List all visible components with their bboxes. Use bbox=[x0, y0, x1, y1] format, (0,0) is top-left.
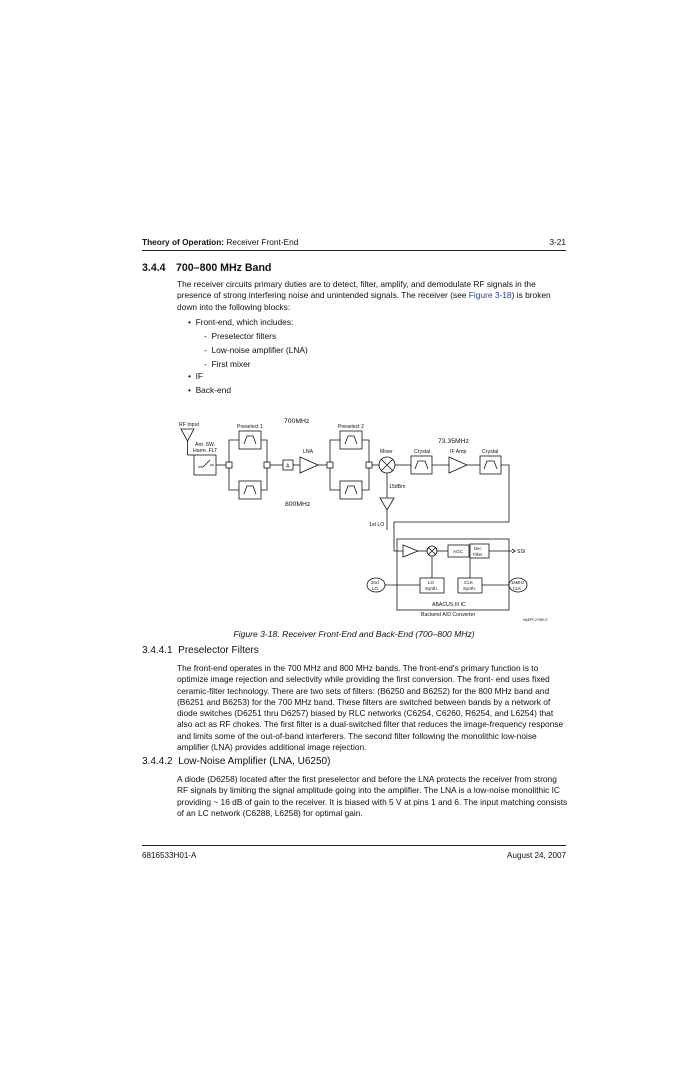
section-number: 3.4.4 bbox=[142, 262, 166, 274]
label-lo-synth-1: LO bbox=[428, 580, 435, 585]
label-first-lo: 1st LO bbox=[369, 522, 385, 528]
footer-rule bbox=[142, 845, 566, 846]
label-if-freq: 73.35MHz bbox=[438, 438, 469, 445]
bullet-backend-text: Back-end bbox=[195, 385, 231, 395]
preselect1-700-filter bbox=[239, 431, 261, 449]
bullet-frontend: • Front-end, which includes: bbox=[188, 317, 294, 327]
bullet-if: • IF bbox=[188, 371, 204, 381]
document-date: August 24, 2007 bbox=[507, 851, 566, 860]
lna-paragraph: A diode (D6258) located after the first preselector and before the LNA protects the receiver from strong RF signals by limiting the signal amplitude going into the amplifier. The LNA is a low-noise monolithic IC providing ~ 16 dB of gain to the receiver. It is biased with 5 V at pins 1 and 6. The input matching consists of an LC network (C6288, L6258) for optimal gain. bbox=[177, 774, 568, 818]
bullet-frontend-text: Front-end, which includes: bbox=[195, 317, 294, 327]
subsection-title: Low-Noise Amplifier (LNA, U6250) bbox=[178, 756, 331, 767]
label-if-amp: IF Amp bbox=[450, 449, 467, 455]
label-2nd-lo: LO bbox=[372, 586, 379, 591]
subsection-heading-lna bbox=[142, 756, 330, 767]
combiner-node bbox=[264, 462, 270, 468]
if-amplifier bbox=[449, 457, 467, 473]
preselect1-800-filter bbox=[239, 481, 261, 499]
label-700mhz: 700MHz bbox=[284, 418, 310, 425]
label-800mhz: 800MHz bbox=[285, 501, 311, 508]
label-lo-level: 15dBm bbox=[389, 484, 406, 490]
label-harm-flt: Harm. FLT bbox=[193, 448, 218, 454]
figure-caption: Figure 3-18. Receiver Front-End and Back-End (700–800 MHz) bbox=[233, 629, 475, 639]
label-ssi: SSI bbox=[517, 549, 526, 555]
preselect2-700-filter bbox=[340, 431, 362, 449]
section-title: 700–800 MHz Band bbox=[176, 262, 272, 274]
label-crystal2: Crystal bbox=[482, 449, 499, 455]
label-clk: CLK bbox=[513, 586, 522, 591]
label-ant-sw: Ant. SW. bbox=[195, 442, 216, 448]
subsection-number: 3.4.4.1 bbox=[142, 645, 173, 656]
label-preselect1: Preselect 1 bbox=[237, 424, 263, 430]
subsection-heading-preselector bbox=[142, 645, 259, 656]
subbullet-text: First mixer bbox=[211, 359, 251, 369]
intro-text-end: ) is broken down into the following blocks: bbox=[177, 290, 551, 312]
label-attn: A bbox=[286, 463, 290, 470]
preselector-paragraph: The front-end operates in the 700 MHz and 800 MHz bands. The front-end's primary function is to optimize image rejection and selectivity while providing the first conversion. The front- end uses fixed ceramic-filter technology. There are two sets of filters: (B6250 and B6252) for the 800 MHz band and (B6251 and B6253) for the 700 MHz band. These filters are switched between bands by a network of diode switches (D6251 thru D6257) biased by RLC networks (C6254, C6260, R6254, and L6254) that also act as RF chokes. The first filter is a dual-switched filter that reduces the image-frequency response and limits some of the out-of-band interferers. The second filter following the monolithic low-noise amplifier (LNA) provides additional image rejection. bbox=[177, 663, 564, 753]
subbullet-lna: - Low-noise amplifier (LNA) bbox=[204, 345, 308, 355]
label-abacus: ABACUS III IC bbox=[432, 602, 466, 608]
label-lo-synth-2: Synth. bbox=[425, 586, 439, 591]
label-backend: Backend A/D Converter bbox=[421, 612, 476, 618]
label-clk-synth-1: CLK bbox=[464, 580, 473, 585]
subbullet-text: Preselector filters bbox=[211, 331, 277, 341]
label-rf-input: RF Input bbox=[179, 422, 199, 428]
label-16mhz: 16MHz bbox=[511, 580, 525, 585]
header-chapter: Theory of Operation: bbox=[142, 237, 225, 247]
page-number: 3-21 bbox=[549, 237, 566, 247]
document-number: 6816533H01-A bbox=[142, 851, 197, 860]
label-dec: Dec bbox=[474, 546, 482, 551]
subbullet-text: Low-noise amplifier (LNA) bbox=[211, 345, 308, 355]
label-code: MAEPF-27969-O bbox=[523, 618, 548, 622]
subsection-title: Preselector Filters bbox=[178, 645, 259, 656]
crystal-filter-1 bbox=[411, 456, 432, 474]
page-footer bbox=[142, 851, 566, 860]
label-lna: LNA bbox=[303, 449, 314, 455]
lna-amplifier bbox=[300, 457, 318, 473]
label-mixer: Mixer bbox=[380, 449, 393, 455]
splitter-node bbox=[226, 462, 232, 468]
crystal-filter-2 bbox=[480, 456, 501, 474]
subbullet-mixer: - First mixer bbox=[204, 359, 251, 369]
antenna-icon bbox=[181, 429, 194, 441]
figure-link[interactable]: Figure 3-18 bbox=[468, 290, 512, 301]
splitter2-node bbox=[327, 462, 333, 468]
bullet-if-text: IF bbox=[195, 371, 204, 381]
backend-amplifier bbox=[403, 545, 418, 557]
intro-text: The receiver circuits primary duties are to detect, filter, amplify, and demodulate RF signals in the presence of strong interfering noise and unintended signals. The receiver (see bbox=[177, 279, 536, 301]
combiner2-node bbox=[366, 462, 372, 468]
label-crystal1: Crystal bbox=[414, 449, 431, 455]
subsection-number: 3.4.4.2 bbox=[142, 756, 173, 767]
header-title: Receiver Front-End bbox=[226, 237, 299, 247]
label-filter: Filter bbox=[473, 552, 483, 557]
label-preselect2: Preselect 2 bbox=[338, 424, 364, 430]
label-agc: AGC bbox=[453, 549, 463, 554]
label-clk-synth-2: Synth. bbox=[463, 586, 477, 591]
subbullet-preselector: - Preselector filters bbox=[204, 331, 277, 341]
bullet-backend: • Back-end bbox=[188, 385, 231, 395]
label-2nd: 2nd bbox=[371, 580, 379, 585]
preselect2-800-filter bbox=[340, 481, 362, 499]
lo-amplifier bbox=[380, 498, 394, 510]
